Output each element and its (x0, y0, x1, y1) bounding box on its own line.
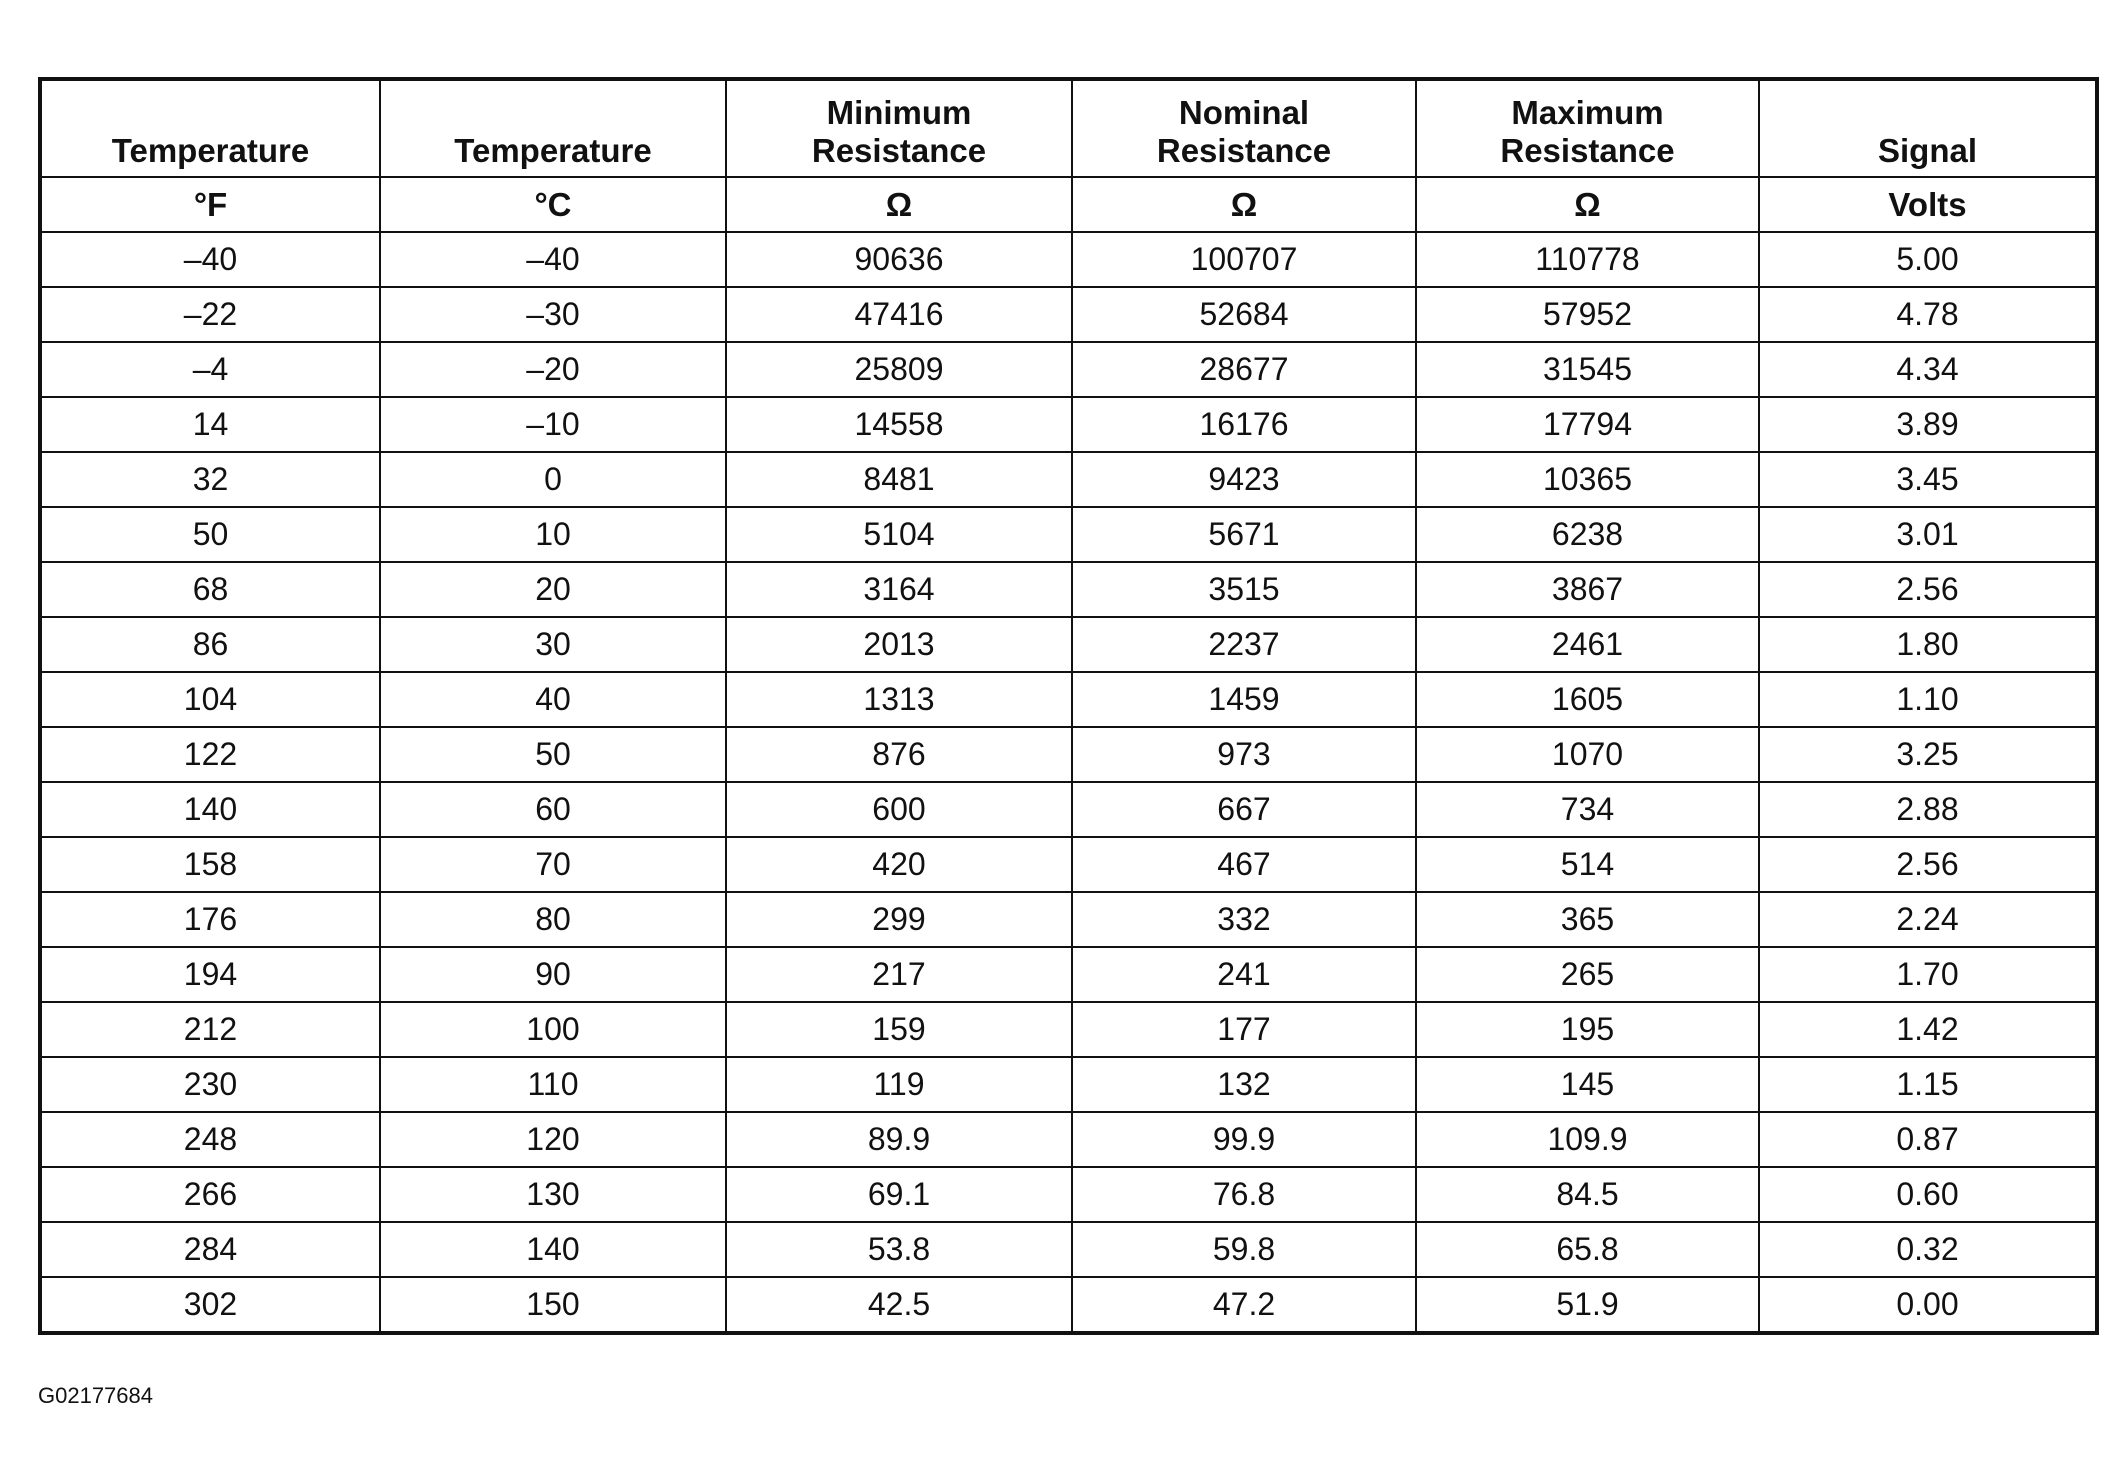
min-resistance-cell: 53.8 (726, 1222, 1072, 1277)
temp-c-cell: –20 (380, 342, 726, 397)
header-minimum-resistance (726, 79, 1072, 177)
min-resistance-cell: 299 (726, 892, 1072, 947)
table-row (40, 287, 2097, 342)
min-resistance-cell: 1313 (726, 672, 1072, 727)
table-row (40, 452, 2097, 507)
table-row (40, 672, 2097, 727)
temp-f-cell: 14 (40, 397, 380, 452)
temp-c-cell: 10 (380, 507, 726, 562)
header-temperature-f (40, 79, 380, 177)
figure-id: G02177684 (38, 1383, 153, 1408)
table-row (40, 342, 2097, 397)
nominal-resistance-cell: 28677 (1072, 342, 1416, 397)
table-row (40, 562, 2097, 617)
nominal-resistance-cell: 99.9 (1072, 1112, 1416, 1167)
table-row (40, 1057, 2097, 1112)
min-resistance-cell: 3164 (726, 562, 1072, 617)
temp-c-cell: 100 (380, 1002, 726, 1057)
table-row (40, 892, 2097, 947)
signal-volts-cell: 1.42 (1759, 1002, 2097, 1057)
min-resistance-cell: 119 (726, 1057, 1072, 1112)
temp-c-cell: 140 (380, 1222, 726, 1277)
table-row (40, 727, 2097, 782)
table-row (40, 1002, 2097, 1057)
temp-f-cell: 284 (40, 1222, 380, 1277)
signal-volts-cell: 5.00 (1759, 232, 2097, 287)
max-resistance-cell: 10365 (1416, 452, 1759, 507)
nominal-resistance-cell: 177 (1072, 1002, 1416, 1057)
temp-c-cell: 60 (380, 782, 726, 837)
nominal-resistance-cell: 332 (1072, 892, 1416, 947)
nominal-resistance-cell: 9423 (1072, 452, 1416, 507)
table-row (40, 837, 2097, 892)
signal-volts-cell: 2.56 (1759, 837, 2097, 892)
temp-f-cell: 140 (40, 782, 380, 837)
max-resistance-cell: 1605 (1416, 672, 1759, 727)
unit-cell: Ω (1416, 177, 1759, 232)
header-line: Nominal (1178, 94, 1310, 131)
signal-volts-cell: 1.15 (1759, 1057, 2097, 1112)
temp-f-cell: –22 (40, 287, 380, 342)
min-resistance-cell: 42.5 (726, 1277, 1072, 1333)
nominal-resistance-cell: 132 (1072, 1057, 1416, 1112)
signal-volts-cell: 2.88 (1759, 782, 2097, 837)
header-nominal-resistance (1072, 79, 1416, 177)
max-resistance-cell: 1070 (1416, 727, 1759, 782)
min-resistance-cell: 89.9 (726, 1112, 1072, 1167)
signal-volts-cell: 1.10 (1759, 672, 2097, 727)
header-line: Resistance (811, 132, 987, 169)
min-resistance-cell: 47416 (726, 287, 1072, 342)
min-resistance-cell: 25809 (726, 342, 1072, 397)
min-resistance-cell: 5104 (726, 507, 1072, 562)
signal-volts-cell: 0.00 (1759, 1277, 2097, 1333)
max-resistance-cell: 514 (1416, 837, 1759, 892)
min-resistance-cell: 2013 (726, 617, 1072, 672)
max-resistance-cell: 195 (1416, 1002, 1759, 1057)
temp-c-cell: 0 (380, 452, 726, 507)
unit-row (40, 177, 2097, 232)
temp-f-cell: 68 (40, 562, 380, 617)
temp-c-cell: 70 (380, 837, 726, 892)
temp-c-cell: –10 (380, 397, 726, 452)
signal-volts-cell: 3.45 (1759, 452, 2097, 507)
temp-f-cell: 122 (40, 727, 380, 782)
signal-volts-cell: 0.60 (1759, 1167, 2097, 1222)
max-resistance-cell: 145 (1416, 1057, 1759, 1112)
temp-c-cell: 110 (380, 1057, 726, 1112)
max-resistance-cell: 84.5 (1416, 1167, 1759, 1222)
nominal-resistance-cell: 100707 (1072, 232, 1416, 287)
temp-c-cell: 50 (380, 727, 726, 782)
signal-volts-cell: 4.78 (1759, 287, 2097, 342)
temp-f-cell: 158 (40, 837, 380, 892)
max-resistance-cell: 265 (1416, 947, 1759, 1002)
nominal-resistance-cell: 667 (1072, 782, 1416, 837)
header-temperature-c (380, 79, 726, 177)
signal-volts-cell: 2.24 (1759, 892, 2097, 947)
table-row (40, 232, 2097, 287)
nominal-resistance-cell: 59.8 (1072, 1222, 1416, 1277)
temp-c-cell: –40 (380, 232, 726, 287)
max-resistance-cell: 110778 (1416, 232, 1759, 287)
unit-cell: °F (40, 177, 380, 232)
table-header (40, 79, 2097, 232)
min-resistance-cell: 90636 (726, 232, 1072, 287)
temp-f-cell: 230 (40, 1057, 380, 1112)
temp-f-cell: 212 (40, 1002, 380, 1057)
signal-volts-cell: 0.32 (1759, 1222, 2097, 1277)
temp-f-cell: 86 (40, 617, 380, 672)
signal-volts-cell: 3.89 (1759, 397, 2097, 452)
temp-c-cell: 150 (380, 1277, 726, 1333)
unit-cell: Ω (726, 177, 1072, 232)
max-resistance-cell: 365 (1416, 892, 1759, 947)
nominal-resistance-cell: 973 (1072, 727, 1416, 782)
table-row (40, 947, 2097, 1002)
nominal-resistance-cell: 52684 (1072, 287, 1416, 342)
temp-f-cell: –4 (40, 342, 380, 397)
nominal-resistance-cell: 16176 (1072, 397, 1416, 452)
min-resistance-cell: 69.1 (726, 1167, 1072, 1222)
max-resistance-cell: 57952 (1416, 287, 1759, 342)
max-resistance-cell: 2461 (1416, 617, 1759, 672)
max-resistance-cell: 31545 (1416, 342, 1759, 397)
unit-cell: °C (380, 177, 726, 232)
signal-volts-cell: 1.80 (1759, 617, 2097, 672)
max-resistance-cell: 109.9 (1416, 1112, 1759, 1167)
header-line: Minimum (826, 94, 972, 131)
header-line: Signal (1877, 132, 1978, 169)
temp-c-cell: –30 (380, 287, 726, 342)
temp-f-cell: 194 (40, 947, 380, 1002)
nominal-resistance-cell: 467 (1072, 837, 1416, 892)
min-resistance-cell: 8481 (726, 452, 1072, 507)
temp-c-cell: 90 (380, 947, 726, 1002)
temp-f-cell: 302 (40, 1277, 380, 1333)
temp-f-cell: 266 (40, 1167, 380, 1222)
temp-f-cell: 248 (40, 1112, 380, 1167)
table-row (40, 1112, 2097, 1167)
min-resistance-cell: 420 (726, 837, 1072, 892)
min-resistance-cell: 600 (726, 782, 1072, 837)
resistance-table (38, 77, 2099, 1335)
table-row (40, 782, 2097, 837)
signal-volts-cell: 1.70 (1759, 947, 2097, 1002)
nominal-resistance-cell: 1459 (1072, 672, 1416, 727)
temp-c-cell: 20 (380, 562, 726, 617)
signal-volts-cell: 4.34 (1759, 342, 2097, 397)
header-line: Temperature (111, 132, 310, 169)
nominal-resistance-cell: 76.8 (1072, 1167, 1416, 1222)
header-signal (1759, 79, 2097, 177)
table-row (40, 1222, 2097, 1277)
table-row (40, 617, 2097, 672)
nominal-resistance-cell: 5671 (1072, 507, 1416, 562)
header-line: Temperature (454, 132, 652, 169)
signal-volts-cell: 3.25 (1759, 727, 2097, 782)
table-row (40, 397, 2097, 452)
min-resistance-cell: 876 (726, 727, 1072, 782)
signal-volts-cell: 2.56 (1759, 562, 2097, 617)
max-resistance-cell: 65.8 (1416, 1222, 1759, 1277)
nominal-resistance-cell: 2237 (1072, 617, 1416, 672)
signal-volts-cell: 3.01 (1759, 507, 2097, 562)
temp-c-cell: 130 (380, 1167, 726, 1222)
unit-cell: Ω (1072, 177, 1416, 232)
header-line: Resistance (1500, 132, 1675, 169)
min-resistance-cell: 14558 (726, 397, 1072, 452)
temp-f-cell: –40 (40, 232, 380, 287)
header-maximum-resistance (1416, 79, 1759, 177)
min-resistance-cell: 217 (726, 947, 1072, 1002)
temp-f-cell: 32 (40, 452, 380, 507)
header-line: Resistance (1156, 132, 1332, 169)
header-line: Maximum (1511, 94, 1664, 131)
temp-c-cell: 120 (380, 1112, 726, 1167)
unit-cell: Volts (1759, 177, 2097, 232)
temp-f-cell: 176 (40, 892, 380, 947)
temp-f-cell: 50 (40, 507, 380, 562)
temp-f-cell: 104 (40, 672, 380, 727)
temp-c-cell: 40 (380, 672, 726, 727)
max-resistance-cell: 734 (1416, 782, 1759, 837)
table-row (40, 1167, 2097, 1222)
max-resistance-cell: 6238 (1416, 507, 1759, 562)
max-resistance-cell: 17794 (1416, 397, 1759, 452)
max-resistance-cell: 51.9 (1416, 1277, 1759, 1333)
temp-c-cell: 80 (380, 892, 726, 947)
min-resistance-cell: 159 (726, 1002, 1072, 1057)
signal-volts-cell: 0.87 (1759, 1112, 2097, 1167)
header-row (40, 79, 2097, 177)
table-body (40, 232, 2097, 1333)
nominal-resistance-cell: 47.2 (1072, 1277, 1416, 1333)
nominal-resistance-cell: 3515 (1072, 562, 1416, 617)
temp-c-cell: 30 (380, 617, 726, 672)
nominal-resistance-cell: 241 (1072, 947, 1416, 1002)
table-row (40, 1277, 2097, 1333)
table-row (40, 507, 2097, 562)
max-resistance-cell: 3867 (1416, 562, 1759, 617)
